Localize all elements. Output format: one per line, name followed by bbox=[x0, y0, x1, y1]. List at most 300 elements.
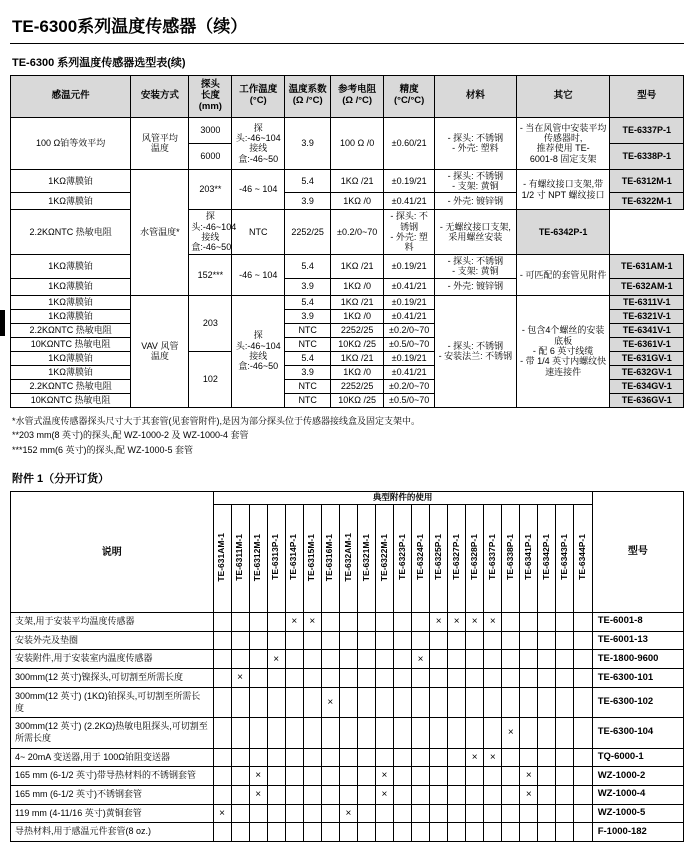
cell-element: 1KΩ薄膜铂 bbox=[11, 254, 131, 278]
usage-empty bbox=[502, 669, 520, 688]
selection-table bbox=[10, 75, 684, 408]
col-header-20 bbox=[574, 505, 592, 613]
cell-model: TE-6321V-1 bbox=[610, 309, 684, 323]
header-coef-main: 温度系数 bbox=[288, 84, 327, 96]
cell-model: TE-6361V-1 bbox=[610, 337, 684, 351]
col-header-8 bbox=[357, 505, 375, 613]
usage-empty bbox=[375, 631, 393, 650]
usage-empty bbox=[267, 785, 285, 804]
usage-empty bbox=[339, 687, 357, 717]
cell-length: 102 bbox=[189, 351, 232, 407]
col-label: TE-6322M-1 bbox=[378, 533, 389, 581]
usage-empty bbox=[466, 804, 484, 823]
col-label: TE-6337P-1 bbox=[486, 534, 497, 581]
cell-temp: 探头:-46~104 接线盒:-46~50 bbox=[232, 117, 285, 169]
usage-empty bbox=[249, 748, 267, 767]
col-header-10 bbox=[394, 505, 412, 613]
usage-empty bbox=[267, 823, 285, 842]
usage-mark: × bbox=[430, 613, 448, 632]
cell-res: 10KΩ /25 bbox=[331, 393, 384, 407]
accessory-description: 4~ 20mA 变送器,用于 100Ω铂阻变送器 bbox=[11, 748, 214, 767]
usage-empty bbox=[303, 669, 321, 688]
header-res-main: 参考电阻 bbox=[338, 84, 377, 96]
usage-empty bbox=[394, 767, 412, 786]
usage-empty bbox=[466, 687, 484, 717]
table-row bbox=[11, 631, 684, 650]
usage-empty bbox=[394, 650, 412, 669]
cell-accuracy: ±0.5/0~70 bbox=[384, 337, 435, 351]
usage-empty bbox=[249, 823, 267, 842]
col-header-13 bbox=[448, 505, 466, 613]
usage-empty bbox=[556, 767, 574, 786]
usage-empty bbox=[249, 613, 267, 632]
usage-empty bbox=[267, 631, 285, 650]
header-material: 材料 bbox=[435, 76, 517, 118]
usage-empty bbox=[538, 748, 556, 767]
col-label: TE-6344P-1 bbox=[577, 534, 588, 581]
col-label: TE-6343P-1 bbox=[559, 534, 570, 581]
usage-empty bbox=[394, 804, 412, 823]
col-header-18 bbox=[538, 505, 556, 613]
cell-other: - 有螺纹接口支架,带 1/2 寸 NPT 螺纹接口 bbox=[516, 169, 610, 210]
col-label: TE-6314P-1 bbox=[288, 534, 299, 581]
usage-empty bbox=[321, 804, 339, 823]
footnote-3: ***152 mm(6 英寸)的探头,配 WZ-1000-5 套管 bbox=[12, 445, 194, 456]
cell-material: - 外壳: 镀锌钢 bbox=[435, 278, 517, 295]
col-label: TE-6338P-1 bbox=[504, 534, 515, 581]
usage-empty bbox=[357, 687, 375, 717]
header-accuracy-main: 精度 bbox=[399, 84, 419, 96]
cell-coef: 5.4 bbox=[285, 254, 331, 278]
usage-empty bbox=[303, 785, 321, 804]
col-label: TE-6341P-1 bbox=[522, 534, 533, 581]
usage-empty bbox=[502, 823, 520, 842]
accessories-body bbox=[11, 613, 684, 842]
table-row bbox=[11, 785, 684, 804]
usage-empty bbox=[484, 804, 502, 823]
usage-mark: × bbox=[466, 748, 484, 767]
usage-empty bbox=[556, 669, 574, 688]
usage-empty bbox=[285, 669, 303, 688]
usage-empty bbox=[466, 718, 484, 748]
usage-empty bbox=[430, 804, 448, 823]
usage-empty bbox=[574, 687, 592, 717]
usage-empty bbox=[556, 748, 574, 767]
col-label: TE-6316M-1 bbox=[324, 533, 335, 581]
accessory-description: 165 mm (6-1/2 英寸)带导热材料的不锈钢套管 bbox=[11, 767, 214, 786]
usage-empty bbox=[520, 613, 538, 632]
usage-empty bbox=[484, 669, 502, 688]
usage-empty bbox=[556, 631, 574, 650]
accessory-model: TE-6300-104 bbox=[592, 718, 683, 748]
usage-empty bbox=[394, 785, 412, 804]
cell-model: TE-636GV-1 bbox=[610, 393, 684, 407]
usage-empty bbox=[375, 823, 393, 842]
usage-empty bbox=[412, 804, 430, 823]
usage-mark: × bbox=[448, 613, 466, 632]
accessory-model: TE-6300-102 bbox=[592, 687, 683, 717]
usage-empty bbox=[412, 613, 430, 632]
usage-empty bbox=[375, 687, 393, 717]
usage-mark: × bbox=[484, 748, 502, 767]
col-label: TE-6327P-1 bbox=[450, 534, 461, 581]
cell-material: - 探头: 不锈钢 - 外壳: 塑料 bbox=[435, 117, 517, 169]
cell-element: 100 Ω铂等效平均 bbox=[11, 117, 131, 169]
col-label: TE-6312M-1 bbox=[252, 533, 263, 581]
usage-mark: × bbox=[213, 804, 231, 823]
cell-res: 10KΩ /25 bbox=[331, 337, 384, 351]
header-coef-unit: (Ω /°C) bbox=[292, 95, 323, 107]
usage-empty bbox=[213, 650, 231, 669]
usage-empty bbox=[357, 669, 375, 688]
usage-empty bbox=[502, 767, 520, 786]
accessory-description: 安装附件,用于安装室内温度传感器 bbox=[11, 650, 214, 669]
usage-empty bbox=[339, 823, 357, 842]
usage-empty bbox=[303, 718, 321, 748]
cell-res: 1KΩ /21 bbox=[331, 351, 384, 365]
header-mount: 安装方式 bbox=[131, 76, 189, 118]
usage-empty bbox=[574, 823, 592, 842]
col-header-9 bbox=[375, 505, 393, 613]
header-model: 型号 bbox=[592, 492, 683, 613]
cell-temp: 探头:-46~104 接线盒:-46~50 bbox=[232, 295, 285, 407]
usage-empty bbox=[538, 785, 556, 804]
usage-empty bbox=[520, 748, 538, 767]
cell-coef: NTC bbox=[285, 323, 331, 337]
cell-model: TE-6342P-1 bbox=[516, 210, 610, 254]
col-header-4 bbox=[285, 505, 303, 613]
cell-res: 2252/25 bbox=[331, 323, 384, 337]
usage-empty bbox=[430, 823, 448, 842]
usage-mark: × bbox=[375, 785, 393, 804]
usage-empty bbox=[231, 804, 249, 823]
usage-empty bbox=[556, 650, 574, 669]
header-temp-unit: (°C) bbox=[249, 95, 267, 107]
usage-mark: × bbox=[520, 767, 538, 786]
col-label: TE-631AM-1 bbox=[216, 532, 227, 582]
usage-mark: × bbox=[231, 669, 249, 688]
cell-accuracy: ±0.41/21 bbox=[384, 278, 435, 295]
usage-mark: × bbox=[484, 613, 502, 632]
usage-empty bbox=[213, 718, 231, 748]
usage-empty bbox=[466, 669, 484, 688]
cell-coef: NTC bbox=[285, 337, 331, 351]
cell-other: - 当在风管中安装平均传感器时, 推荐使用 TE- 6001-8 固定支架 bbox=[516, 117, 610, 169]
usage-empty bbox=[321, 650, 339, 669]
usage-empty bbox=[448, 669, 466, 688]
usage-empty bbox=[520, 687, 538, 717]
usage-empty bbox=[502, 650, 520, 669]
usage-empty bbox=[394, 718, 412, 748]
usage-empty bbox=[267, 687, 285, 717]
cell-res: 1KΩ /21 bbox=[331, 169, 384, 193]
usage-empty bbox=[339, 718, 357, 748]
usage-empty bbox=[484, 718, 502, 748]
usage-empty bbox=[466, 823, 484, 842]
usage-empty bbox=[484, 823, 502, 842]
usage-empty bbox=[285, 804, 303, 823]
cell-mount: VAV 风管 温度 bbox=[131, 295, 189, 407]
usage-empty bbox=[303, 748, 321, 767]
usage-empty bbox=[213, 687, 231, 717]
cell-accuracy: ±0.2/0~70 bbox=[331, 210, 384, 254]
usage-empty bbox=[538, 687, 556, 717]
usage-empty bbox=[520, 650, 538, 669]
usage-empty bbox=[466, 631, 484, 650]
cell-temp: -46 ~ 104 bbox=[232, 254, 285, 295]
accessory-model: F-1000-182 bbox=[592, 823, 683, 842]
accessory-description: 300mm(12 英寸) (1KΩ)铂探头,可切割至所需长度 bbox=[11, 687, 214, 717]
cell-element: 1KΩ薄膜铂 bbox=[11, 295, 131, 309]
accessory-description: 安装外壳及垫圈 bbox=[11, 631, 214, 650]
usage-empty bbox=[448, 631, 466, 650]
accessory-model: WZ-1000-4 bbox=[592, 785, 683, 804]
cell-model: TE-631AM-1 bbox=[610, 254, 684, 278]
footnote-2: **203 mm(8 英寸)的探头,配 WZ-1000-2 及 WZ-1000-4 套管 bbox=[12, 430, 249, 441]
col-header-2 bbox=[249, 505, 267, 613]
usage-empty bbox=[448, 804, 466, 823]
usage-empty bbox=[574, 718, 592, 748]
header-temp bbox=[232, 76, 285, 118]
cell-accuracy: ±0.41/21 bbox=[384, 193, 435, 210]
accessories-section bbox=[10, 470, 684, 842]
accessory-model: WZ-1000-5 bbox=[592, 804, 683, 823]
accessory-model: TE-6300-101 bbox=[592, 669, 683, 688]
usage-mark: × bbox=[249, 785, 267, 804]
cell-model: TE-6311V-1 bbox=[610, 295, 684, 309]
cell-res: 1KΩ /0 bbox=[331, 278, 384, 295]
usage-empty bbox=[339, 631, 357, 650]
usage-empty bbox=[213, 631, 231, 650]
usage-empty bbox=[412, 785, 430, 804]
usage-empty bbox=[321, 718, 339, 748]
usage-empty bbox=[285, 631, 303, 650]
col-label: TE-6328P-1 bbox=[468, 534, 479, 581]
usage-empty bbox=[339, 613, 357, 632]
footnote-1: *水管式温度传感器探头尺寸大于其套管(见套管附件),是因为部分探头位于传感器接线盒及固定支架中。 bbox=[12, 415, 420, 426]
cell-model: TE-631GV-1 bbox=[610, 351, 684, 365]
cell-model: TE-6338P-1 bbox=[610, 143, 684, 169]
usage-empty bbox=[538, 823, 556, 842]
col-header-7 bbox=[339, 505, 357, 613]
col-header-3 bbox=[267, 505, 285, 613]
header-element: 感温元件 bbox=[11, 76, 131, 118]
usage-empty bbox=[484, 785, 502, 804]
cell-accuracy: ±0.60/21 bbox=[384, 117, 435, 169]
cell-element: 2.2KΩNTC 热敏电阻 bbox=[11, 323, 131, 337]
usage-mark: × bbox=[520, 785, 538, 804]
usage-empty bbox=[357, 718, 375, 748]
table-row bbox=[11, 804, 684, 823]
usage-empty bbox=[285, 823, 303, 842]
usage-empty bbox=[574, 631, 592, 650]
table-row bbox=[11, 613, 684, 632]
usage-empty bbox=[249, 669, 267, 688]
cell-res: 2252/25 bbox=[331, 379, 384, 393]
table-row bbox=[11, 718, 684, 748]
col-header-17 bbox=[520, 505, 538, 613]
cell-coef: NTC bbox=[285, 393, 331, 407]
cell-element: 10KΩNTC 热敏电阻 bbox=[11, 393, 131, 407]
accessories-top-header-row bbox=[11, 492, 684, 505]
usage-empty bbox=[285, 785, 303, 804]
usage-empty bbox=[520, 804, 538, 823]
usage-empty bbox=[267, 804, 285, 823]
usage-mark: × bbox=[375, 767, 393, 786]
cell-temp: -46 ~ 104 bbox=[232, 169, 285, 210]
usage-empty bbox=[394, 669, 412, 688]
usage-mark: × bbox=[412, 650, 430, 669]
usage-empty bbox=[574, 669, 592, 688]
usage-empty bbox=[430, 718, 448, 748]
usage-empty bbox=[538, 669, 556, 688]
usage-empty bbox=[574, 804, 592, 823]
usage-empty bbox=[484, 767, 502, 786]
header-length bbox=[189, 76, 232, 118]
table-row bbox=[11, 117, 684, 143]
usage-empty bbox=[357, 823, 375, 842]
usage-empty bbox=[231, 718, 249, 748]
usage-empty bbox=[520, 823, 538, 842]
usage-empty bbox=[249, 804, 267, 823]
cell-length: 203** bbox=[189, 169, 232, 210]
usage-empty bbox=[430, 650, 448, 669]
usage-empty bbox=[339, 767, 357, 786]
cell-length: 203 bbox=[189, 295, 232, 351]
cell-accuracy: ±0.19/21 bbox=[384, 351, 435, 365]
usage-empty bbox=[357, 748, 375, 767]
usage-empty bbox=[448, 748, 466, 767]
cell-element: 10KΩNTC 热敏电阻 bbox=[11, 337, 131, 351]
cell-accuracy: ±0.2/0~70 bbox=[384, 323, 435, 337]
page-title: TE-6300系列温度传感器（续） bbox=[12, 17, 248, 36]
col-label: TE-6325P-1 bbox=[432, 534, 443, 581]
col-header-14 bbox=[466, 505, 484, 613]
usage-empty bbox=[249, 718, 267, 748]
usage-empty bbox=[357, 785, 375, 804]
usage-empty bbox=[502, 631, 520, 650]
usage-empty bbox=[502, 613, 520, 632]
usage-empty bbox=[430, 687, 448, 717]
table-row bbox=[11, 650, 684, 669]
header-length-unit: (mm) bbox=[198, 100, 222, 112]
usage-empty bbox=[357, 613, 375, 632]
accessory-description: 165 mm (6-1/2 英寸)不锈钢套管 bbox=[11, 785, 214, 804]
cell-temp: 探头:-46~104 接线盒:-46~50 bbox=[189, 210, 232, 254]
header-accuracy-unit: (°C/°C) bbox=[393, 95, 425, 107]
usage-empty bbox=[213, 669, 231, 688]
cell-mount: 水管温度* bbox=[131, 169, 189, 295]
usage-empty bbox=[375, 669, 393, 688]
usage-empty bbox=[430, 669, 448, 688]
usage-empty bbox=[394, 748, 412, 767]
cell-coef: NTC bbox=[232, 210, 285, 254]
cell-element: 1KΩ薄膜铂 bbox=[11, 193, 131, 210]
usage-empty bbox=[285, 767, 303, 786]
usage-mark: × bbox=[267, 650, 285, 669]
usage-empty bbox=[267, 718, 285, 748]
usage-empty bbox=[357, 650, 375, 669]
usage-empty bbox=[285, 650, 303, 669]
usage-empty bbox=[538, 804, 556, 823]
accessory-description: 支架,用于安装平均温度传感器 bbox=[11, 613, 214, 632]
usage-empty bbox=[267, 767, 285, 786]
usage-empty bbox=[412, 767, 430, 786]
col-header-16 bbox=[502, 505, 520, 613]
usage-empty bbox=[502, 748, 520, 767]
header-coef bbox=[285, 76, 331, 118]
col-label: TE-6323P-1 bbox=[396, 534, 407, 581]
usage-empty bbox=[466, 785, 484, 804]
header-res-unit: (Ω /°C) bbox=[342, 95, 373, 107]
usage-empty bbox=[213, 613, 231, 632]
accessories-caption: 附件 1（分开订货） bbox=[12, 473, 110, 486]
col-header-12 bbox=[430, 505, 448, 613]
header-length-sub: 长度 bbox=[200, 89, 220, 101]
usage-empty bbox=[321, 631, 339, 650]
usage-empty bbox=[339, 669, 357, 688]
usage-empty bbox=[484, 650, 502, 669]
accessory-description: 300mm(12 英寸)镍探头,可切割至所需长度 bbox=[11, 669, 214, 688]
usage-empty bbox=[231, 823, 249, 842]
usage-empty bbox=[249, 650, 267, 669]
usage-empty bbox=[466, 650, 484, 669]
usage-empty bbox=[303, 767, 321, 786]
cell-element: 2.2KΩNTC 热敏电阻 bbox=[11, 210, 131, 254]
usage-empty bbox=[394, 823, 412, 842]
usage-empty bbox=[375, 748, 393, 767]
selection-table-caption: TE-6300 系列温度传感器选型表(续) bbox=[12, 57, 186, 69]
cell-coef: 3.9 bbox=[285, 309, 331, 323]
cell-material: - 探头: 不锈钢 - 支架: 黄铜 bbox=[435, 169, 517, 193]
usage-mark: × bbox=[466, 613, 484, 632]
cell-model: TE-6337P-1 bbox=[610, 117, 684, 143]
usage-empty bbox=[231, 613, 249, 632]
usage-empty bbox=[412, 669, 430, 688]
col-header-11 bbox=[412, 505, 430, 613]
usage-empty bbox=[394, 631, 412, 650]
usage-empty bbox=[448, 650, 466, 669]
header-length-main: 探头 bbox=[200, 79, 220, 90]
usage-empty bbox=[213, 767, 231, 786]
cell-accuracy: ±0.19/21 bbox=[384, 254, 435, 278]
table-row bbox=[11, 823, 684, 842]
usage-empty bbox=[556, 804, 574, 823]
col-header-1 bbox=[231, 505, 249, 613]
cell-material: - 探头: 不锈钢 - 安装法兰: 不锈钢 bbox=[435, 295, 517, 407]
usage-empty bbox=[394, 613, 412, 632]
title-divider bbox=[10, 43, 684, 44]
cell-accuracy: ±0.5/0~70 bbox=[384, 393, 435, 407]
usage-empty bbox=[556, 613, 574, 632]
usage-empty bbox=[375, 613, 393, 632]
cell-element: 2.2KΩNTC 热敏电阻 bbox=[11, 379, 131, 393]
cell-accuracy: ±0.19/21 bbox=[384, 169, 435, 193]
table-row bbox=[11, 748, 684, 767]
usage-empty bbox=[430, 748, 448, 767]
usage-empty bbox=[321, 669, 339, 688]
usage-empty bbox=[556, 823, 574, 842]
accessory-model: TE-6001-13 bbox=[592, 631, 683, 650]
usage-empty bbox=[231, 687, 249, 717]
table-row bbox=[11, 169, 684, 193]
usage-empty bbox=[321, 748, 339, 767]
usage-mark: × bbox=[249, 767, 267, 786]
usage-empty bbox=[394, 687, 412, 717]
usage-empty bbox=[538, 631, 556, 650]
col-header-0 bbox=[213, 505, 231, 613]
cell-element: 1KΩ薄膜铂 bbox=[11, 169, 131, 193]
